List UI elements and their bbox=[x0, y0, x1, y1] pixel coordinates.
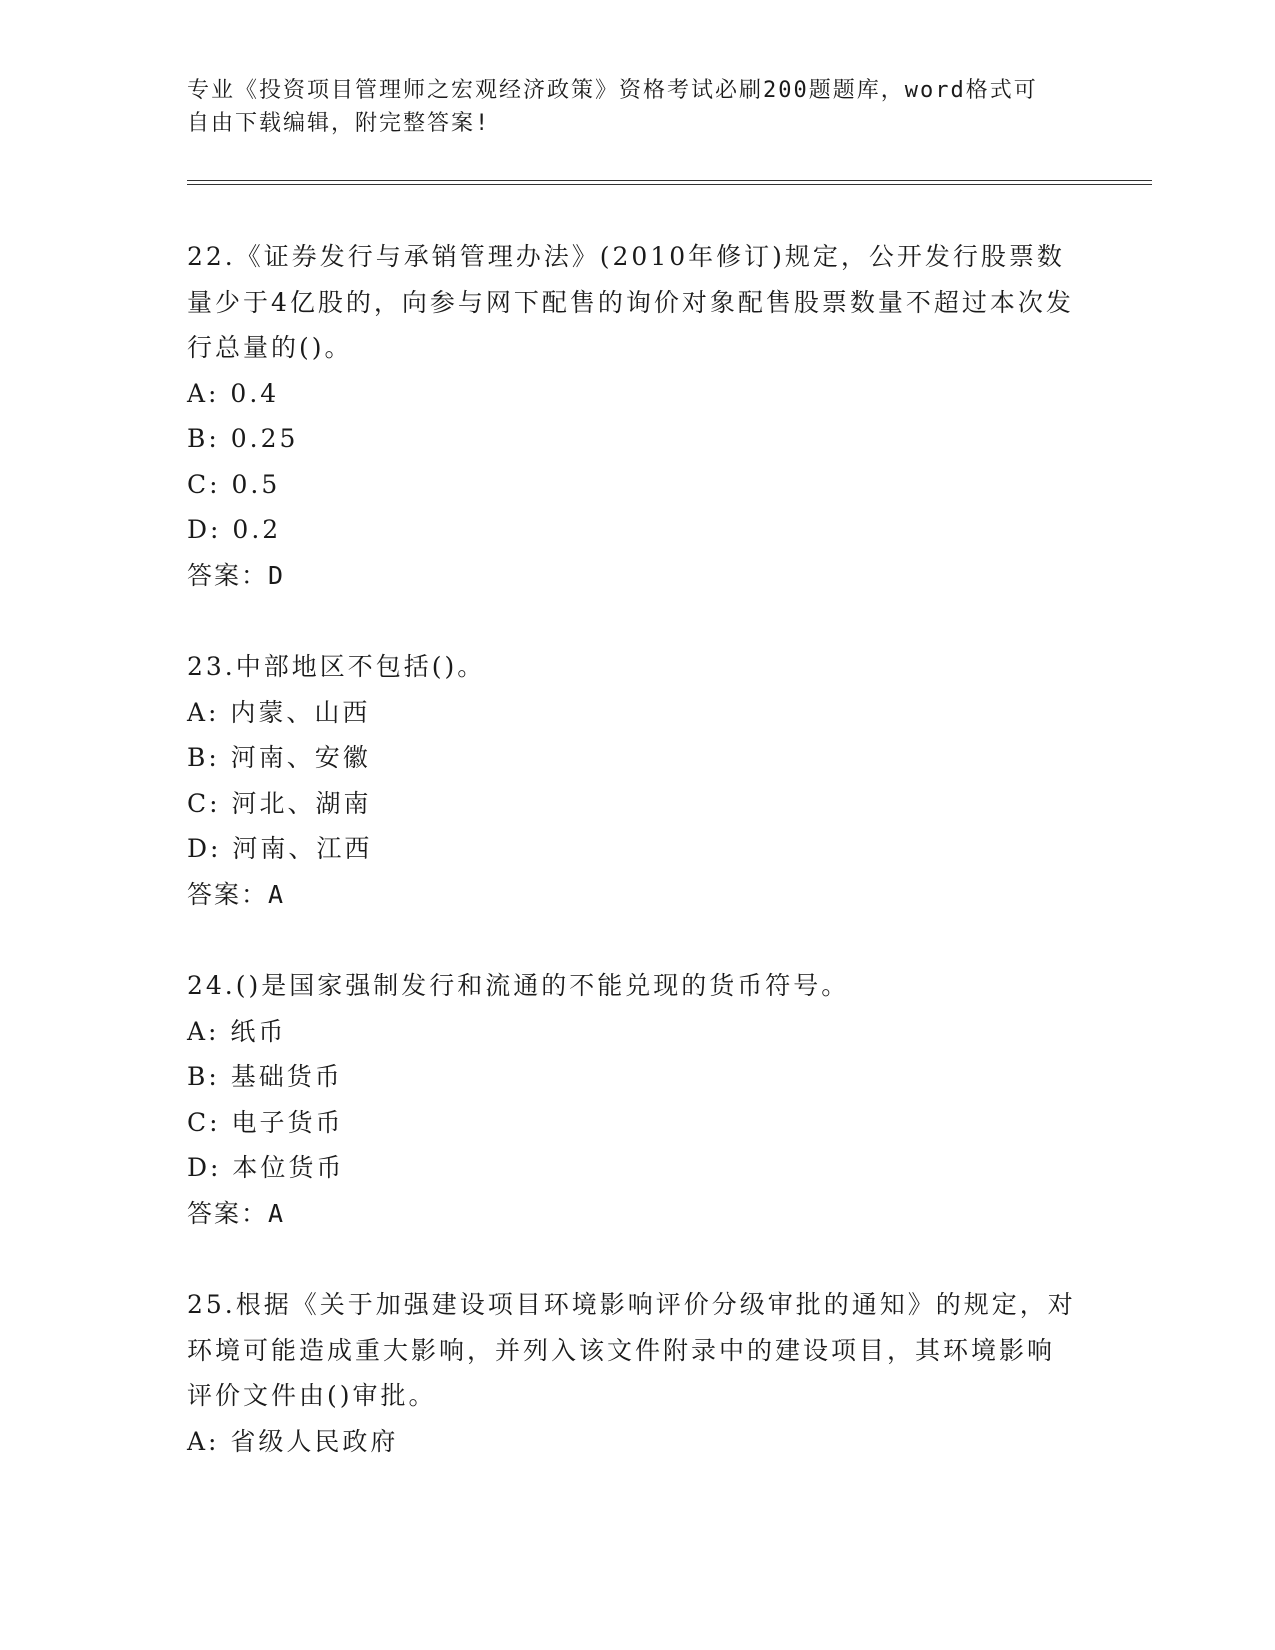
option-a: A: 0.4 bbox=[187, 378, 280, 408]
header-divider-bottom bbox=[187, 184, 1152, 185]
question-text: 25.根据《关于加强建设项目环境影响评价分级审批的通知》的规定，对环境可能造成重大影响，并列入该文件附录中的建设项目，其环境影响评价文件由()审批。 bbox=[187, 1290, 1076, 1410]
header-line-2: 自由下载编辑，附完整答案! bbox=[187, 111, 491, 136]
header-divider-top bbox=[187, 180, 1152, 181]
answer: 答案：A bbox=[187, 1198, 286, 1228]
question-text: 23.中部地区不包括()。 bbox=[187, 652, 486, 681]
option-d: D: 本位货币 bbox=[187, 1153, 345, 1182]
option-b: B: 0.25 bbox=[187, 424, 299, 453]
option-a: A: 内蒙、山西 bbox=[187, 697, 371, 727]
option-d: D: 河南、江西 bbox=[187, 834, 373, 863]
question-22 bbox=[187, 234, 1077, 598]
option-b: B: 基础货币 bbox=[187, 1062, 343, 1091]
option-c: C: 0.5 bbox=[187, 469, 281, 499]
option-a: A: 省级人民政府 bbox=[187, 1426, 399, 1456]
question-text: 22.《证券发行与承销管理办法》(2010年修订)规定，公开发行股票数量少于4亿股的，向参与网下配售的询价对象配售股票数量不超过本次发行总量的()。 bbox=[187, 242, 1074, 362]
question-text: 24.()是国家强制发行和流通的不能兑现的货币符号。 bbox=[187, 971, 850, 1000]
header-line-1: 专业《投资项目管理师之宏观经济政策》资格考试必刷200题题库，word格式可 bbox=[187, 78, 1038, 103]
option-b: B: 河南、安徽 bbox=[187, 743, 371, 772]
option-c: C: 河北、湖南 bbox=[187, 788, 372, 818]
option-a: A: 纸币 bbox=[187, 1016, 287, 1046]
document-header bbox=[187, 74, 1067, 140]
question-24 bbox=[187, 963, 1077, 1236]
option-c: C: 电子货币 bbox=[187, 1107, 344, 1137]
question-23 bbox=[187, 644, 1077, 917]
answer: 答案：D bbox=[187, 560, 286, 590]
question-25 bbox=[187, 1282, 1077, 1464]
answer: 答案：A bbox=[187, 879, 286, 909]
option-d: D: 0.2 bbox=[187, 515, 282, 544]
question-list bbox=[187, 234, 1077, 1510]
